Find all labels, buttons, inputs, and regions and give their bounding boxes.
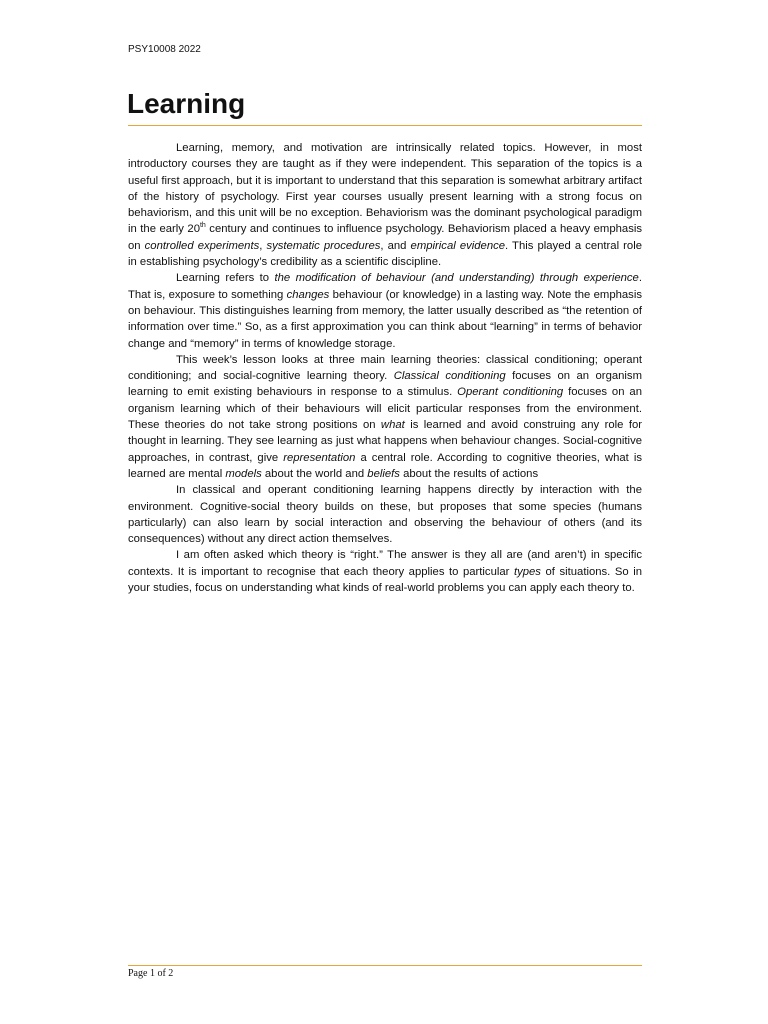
course-code-header: PSY10008 2022	[128, 44, 201, 55]
emphasis-text: changes	[286, 288, 330, 301]
superscript-text: th	[199, 222, 206, 230]
paragraph	[128, 270, 642, 351]
text-run: . This played a central role in establishing psychology’s credibility as a scientific discipline.	[128, 239, 643, 269]
emphasis-text: models	[225, 467, 262, 480]
emphasis-text: the modification of behaviour (and understanding) through experience	[274, 272, 639, 285]
text-run: In classical and operant conditioning learning happens directly by interaction with the environment. Cognitive-social theory builds on these, but proposes that some species (humans particularly) can also learn by social interaction and observing the behaviour of others (and its consequences) without any direct action themselves.	[128, 484, 642, 546]
text-run: This week’s lesson looks at three main learning theories: classical conditioning; operant conditioning; and social-cognitive learning theory.	[128, 353, 642, 383]
footer-divider	[128, 965, 642, 966]
emphasis-text: controlled experiments	[144, 239, 260, 252]
text-run: Learning, memory, and motivation are intrinsically related topics. However, in most introductory courses they are taught as if they were independent. This separation of the topics is a useful first approach, but it is important to understand that this separation is somewhat arbitrary artifact of the history of psychology. First year courses usually present learning with a strong focus on behaviorism, and this unit will be no exception. Behaviorism was the dominant psychological paradigm in the early 20	[128, 142, 642, 236]
text-run: focuses on an organism learning which of their behaviours will elicit particular responses from the environment. These theories do not take strong positions on	[128, 386, 642, 432]
text-run: focuses on an organism learning to emit existing behaviours in response to a stimulus.	[128, 370, 642, 399]
page-title: Learning	[127, 88, 246, 119]
text-run: about the world and	[261, 467, 368, 480]
emphasis-text: Classical conditioning	[393, 370, 506, 383]
text-run: century and continues to influence psychology. Behaviorism placed a heavy emphasis on	[128, 223, 642, 252]
emphasis-text: Operant conditioning	[457, 386, 564, 399]
paragraph	[128, 547, 642, 596]
text-run: , and	[380, 239, 411, 252]
text-run: about the results of actions	[399, 467, 539, 480]
emphasis-text: what	[380, 419, 405, 432]
title-divider	[128, 125, 642, 126]
paragraph	[128, 140, 642, 270]
text-run: a central role. According to cognitive theories, what is learned are mental	[128, 451, 642, 480]
text-run: I am often asked which theory is “right.” The answer is they all are (and aren’t) in specific contexts. It is important to recognise that each theory applies to particular	[128, 549, 642, 578]
emphasis-text: systematic procedures	[266, 239, 381, 252]
text-run: behaviour (or knowledge) in a lasting way. Note the emphasis on behaviour. This distinguishes learning from memory, the latter usually described as “the retention of information over time.” So, as a first approximation you can think about “learning” in terms of behavior change and “memory” in terms of knowledge storage.	[128, 288, 642, 350]
page-number: Page 1 of 2	[128, 968, 174, 979]
emphasis-text: representation	[283, 451, 356, 464]
emphasis-text: types	[513, 565, 541, 578]
text-run: Learning refers to	[176, 272, 275, 285]
text-run: . That is, exposure to something	[128, 272, 642, 301]
body-text	[128, 140, 642, 596]
paragraph	[128, 352, 642, 482]
text-run: of situations. So in your studies, focus on understanding what kinds of real-world problems you can apply each theory to.	[128, 565, 642, 595]
emphasis-text: empirical evidence	[410, 239, 506, 252]
paragraph	[128, 482, 642, 547]
text-run: ,	[259, 239, 267, 252]
text-run: is learned and avoid construing any role for thought in learning. They see learning as just what happens when behaviour changes. Social-cognitive approaches, in contrast, give	[128, 419, 642, 464]
emphasis-text: beliefs	[367, 467, 400, 480]
